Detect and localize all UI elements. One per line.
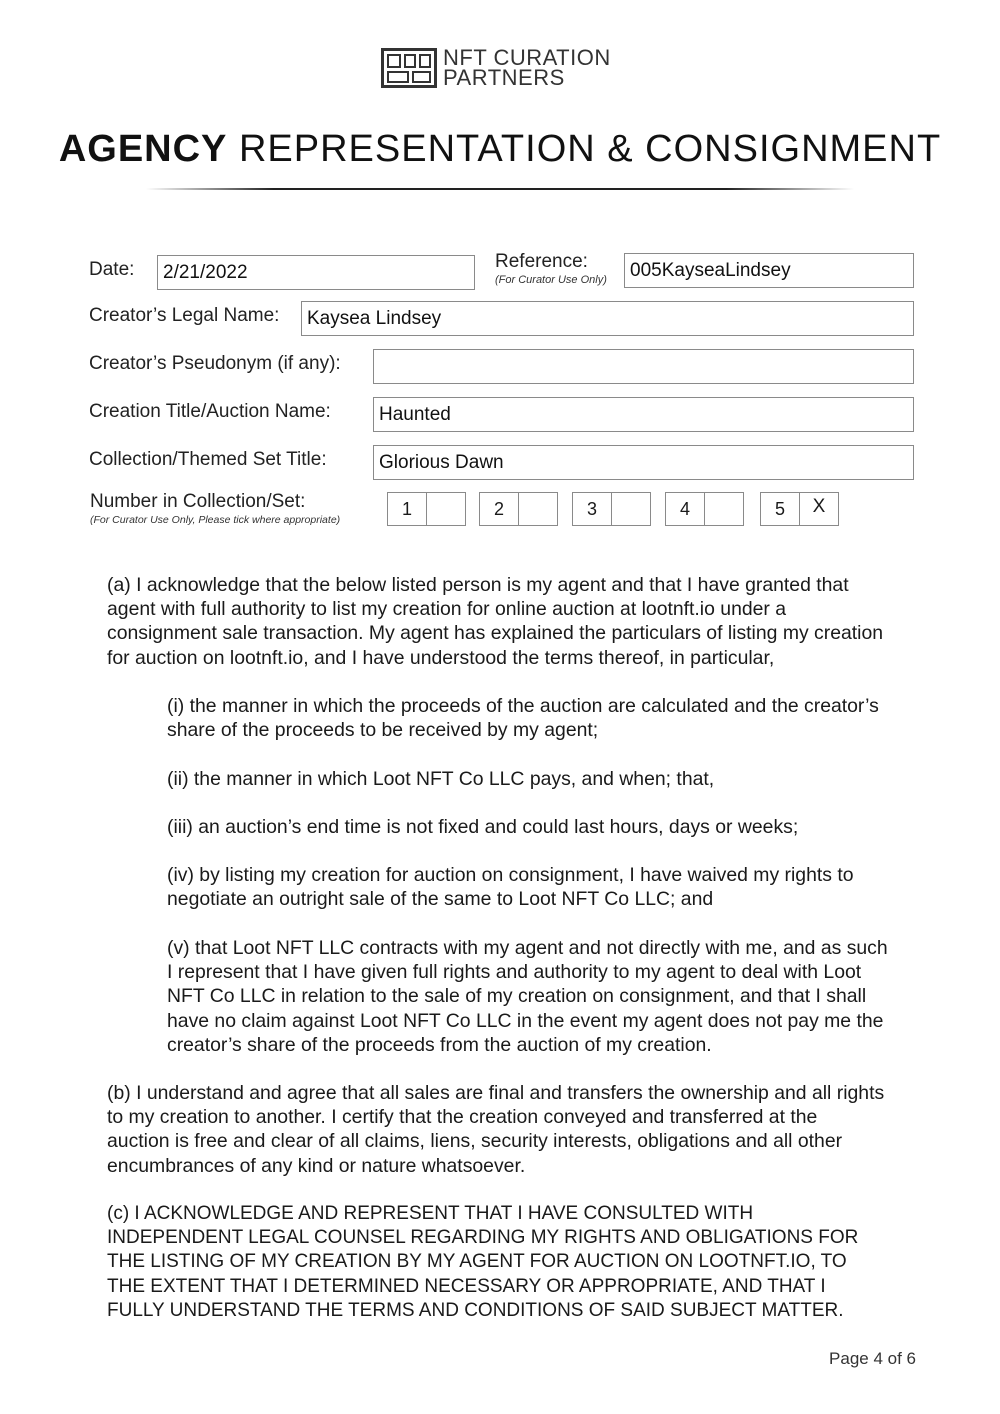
clause-line: THE EXTENT THAT I DETERMINED NECESSARY OR APPROPRIATE, AND THAT I <box>107 1275 826 1297</box>
clause-line: (c) I ACKNOWLEDGE AND REPRESENT THAT I HAVE CONSULTED WITH <box>107 1203 754 1224</box>
date-label: Date: <box>89 259 135 280</box>
number-option-tick[interactable] <box>519 493 557 525</box>
clause-line: (iv) by listing my creation for auction on consignment, I have waived my rights to <box>167 864 854 886</box>
clause-a <box>107 573 947 670</box>
clause-line: encumbrances of any kind or nature whatsoever. <box>107 1154 526 1177</box>
clause-iv <box>167 863 957 911</box>
title-divider <box>146 188 854 190</box>
collection-label: Collection/Themed Set Title: <box>89 449 327 470</box>
clause-v <box>167 936 957 1057</box>
number-option-tick[interactable] <box>612 493 650 525</box>
title-bold: AGENCY <box>58 128 228 170</box>
clause-line: I represent that I have given full rights and authority to my agent to deal with Loot <box>167 961 862 984</box>
clause-b <box>107 1081 947 1178</box>
number-option-2[interactable] <box>479 492 558 526</box>
legal-name-field[interactable]: Kaysea Lindsey <box>301 301 914 336</box>
clause-line: agent with full authority to list my creation for online auction at lootnft.io under a <box>107 598 787 621</box>
legal-name-label: Creator’s Legal Name: <box>89 305 280 326</box>
number-option-3[interactable] <box>572 492 651 526</box>
number-sublabel: (For Curator Use Only, Please tick where appropriate) <box>90 514 341 526</box>
clause-line: NFT Co LLC in relation to the sale of my creation on consignment, and that I shall <box>167 985 867 1008</box>
clause-line: INDEPENDENT LEGAL COUNSEL REGARDING MY RIGHTS AND OBLIGATIONS FOR <box>107 1227 859 1249</box>
clause-line: (b) I understand and agree that all sales are final and transfers the ownership and all rights <box>107 1082 885 1104</box>
date-field[interactable]: 2/21/2022 <box>157 255 475 290</box>
clause-line: THE LISTING OF MY CREATION BY MY AGENT FOR AUCTION ON LOOTNFT.IO, TO <box>107 1251 847 1273</box>
clause-c <box>107 1202 947 1323</box>
number-option-1[interactable] <box>387 492 466 526</box>
clause-line: (iii) an auction’s end time is not fixed and could last hours, days or weeks; <box>167 816 799 838</box>
number-option-tick[interactable] <box>427 493 465 525</box>
reference-field[interactable]: 005KayseaLindsey <box>624 253 914 288</box>
clause-iii <box>167 815 957 839</box>
logo-wordmark <box>443 45 611 90</box>
reference-sublabel: (For Curator Use Only) <box>495 274 607 286</box>
clause-line: (v) that Loot NFT LLC contracts with my agent and not directly with me, and as such <box>167 937 888 959</box>
number-option-label: 3 <box>573 493 612 525</box>
number-option-4[interactable] <box>665 492 744 526</box>
page-title <box>0 128 1000 171</box>
clause-line: to my creation to another. I certify that the creation conveyed and transferred at the <box>107 1106 818 1129</box>
clause-line: consignment sale transaction. My agent has explained the particulars of listing my creation <box>107 622 884 645</box>
clause-line: for auction on lootnft.io, and I have understood the terms thereof, in particular, <box>107 646 775 669</box>
pseudonym-field[interactable] <box>373 349 914 384</box>
number-option-5[interactable] <box>760 492 839 526</box>
collection-field[interactable]: Glorious Dawn <box>373 445 914 480</box>
logo-line-1: NFT CURATION <box>443 45 611 70</box>
company-logo <box>381 46 611 90</box>
title-rest: REPRESENTATION & CONSIGNMENT <box>227 128 942 170</box>
number-option-tick[interactable] <box>705 493 743 525</box>
clause-line: (a) I acknowledge that the below listed person is my agent and that I have granted that <box>107 574 849 596</box>
page-number: Page 4 of 6 <box>829 1349 916 1368</box>
number-option-label: 2 <box>480 493 519 525</box>
clause-line: (ii) the manner in which Loot NFT Co LLC pays, and when; that, <box>167 768 715 790</box>
logo-line-2: PARTNERS <box>443 65 565 90</box>
clause-line: auction is free and clear of all claims, liens, security interests, obligations and all other <box>107 1130 843 1153</box>
clause-line: have no claim against Loot NFT Co LLC in the event my agent does not pay me the <box>167 1009 884 1032</box>
pseudonym-label: Creator’s Pseudonym (if any): <box>89 353 341 374</box>
number-option-label: 1 <box>388 493 427 525</box>
clause-line: negotiate an outright sale of the same to Loot NFT Co LLC; and <box>167 888 714 911</box>
number-option-label: 4 <box>666 493 705 525</box>
clause-line: share of the proceeds to be received by my agent; <box>167 719 599 742</box>
clause-line: FULLY UNDERSTAND THE TERMS AND CONDITIONS OF SAID SUBJECT MATTER. <box>107 1299 844 1321</box>
creation-title-field[interactable]: Haunted <box>373 397 914 432</box>
number-label: Number in Collection/Set: <box>90 491 306 512</box>
creation-title-label: Creation Title/Auction Name: <box>89 401 331 422</box>
clause-line: creator’s share of the proceeds from the auction of my creation. <box>167 1033 712 1056</box>
clause-ii <box>167 767 957 791</box>
number-option-tick[interactable]: X <box>812 496 826 517</box>
clause-i <box>167 694 957 742</box>
reference-label: Reference: <box>495 251 588 272</box>
clause-line: (i) the manner in which the proceeds of the auction are calculated and the creator’s <box>167 695 879 717</box>
number-option-label: 5 <box>761 493 800 525</box>
nft-logo-icon <box>381 48 437 88</box>
